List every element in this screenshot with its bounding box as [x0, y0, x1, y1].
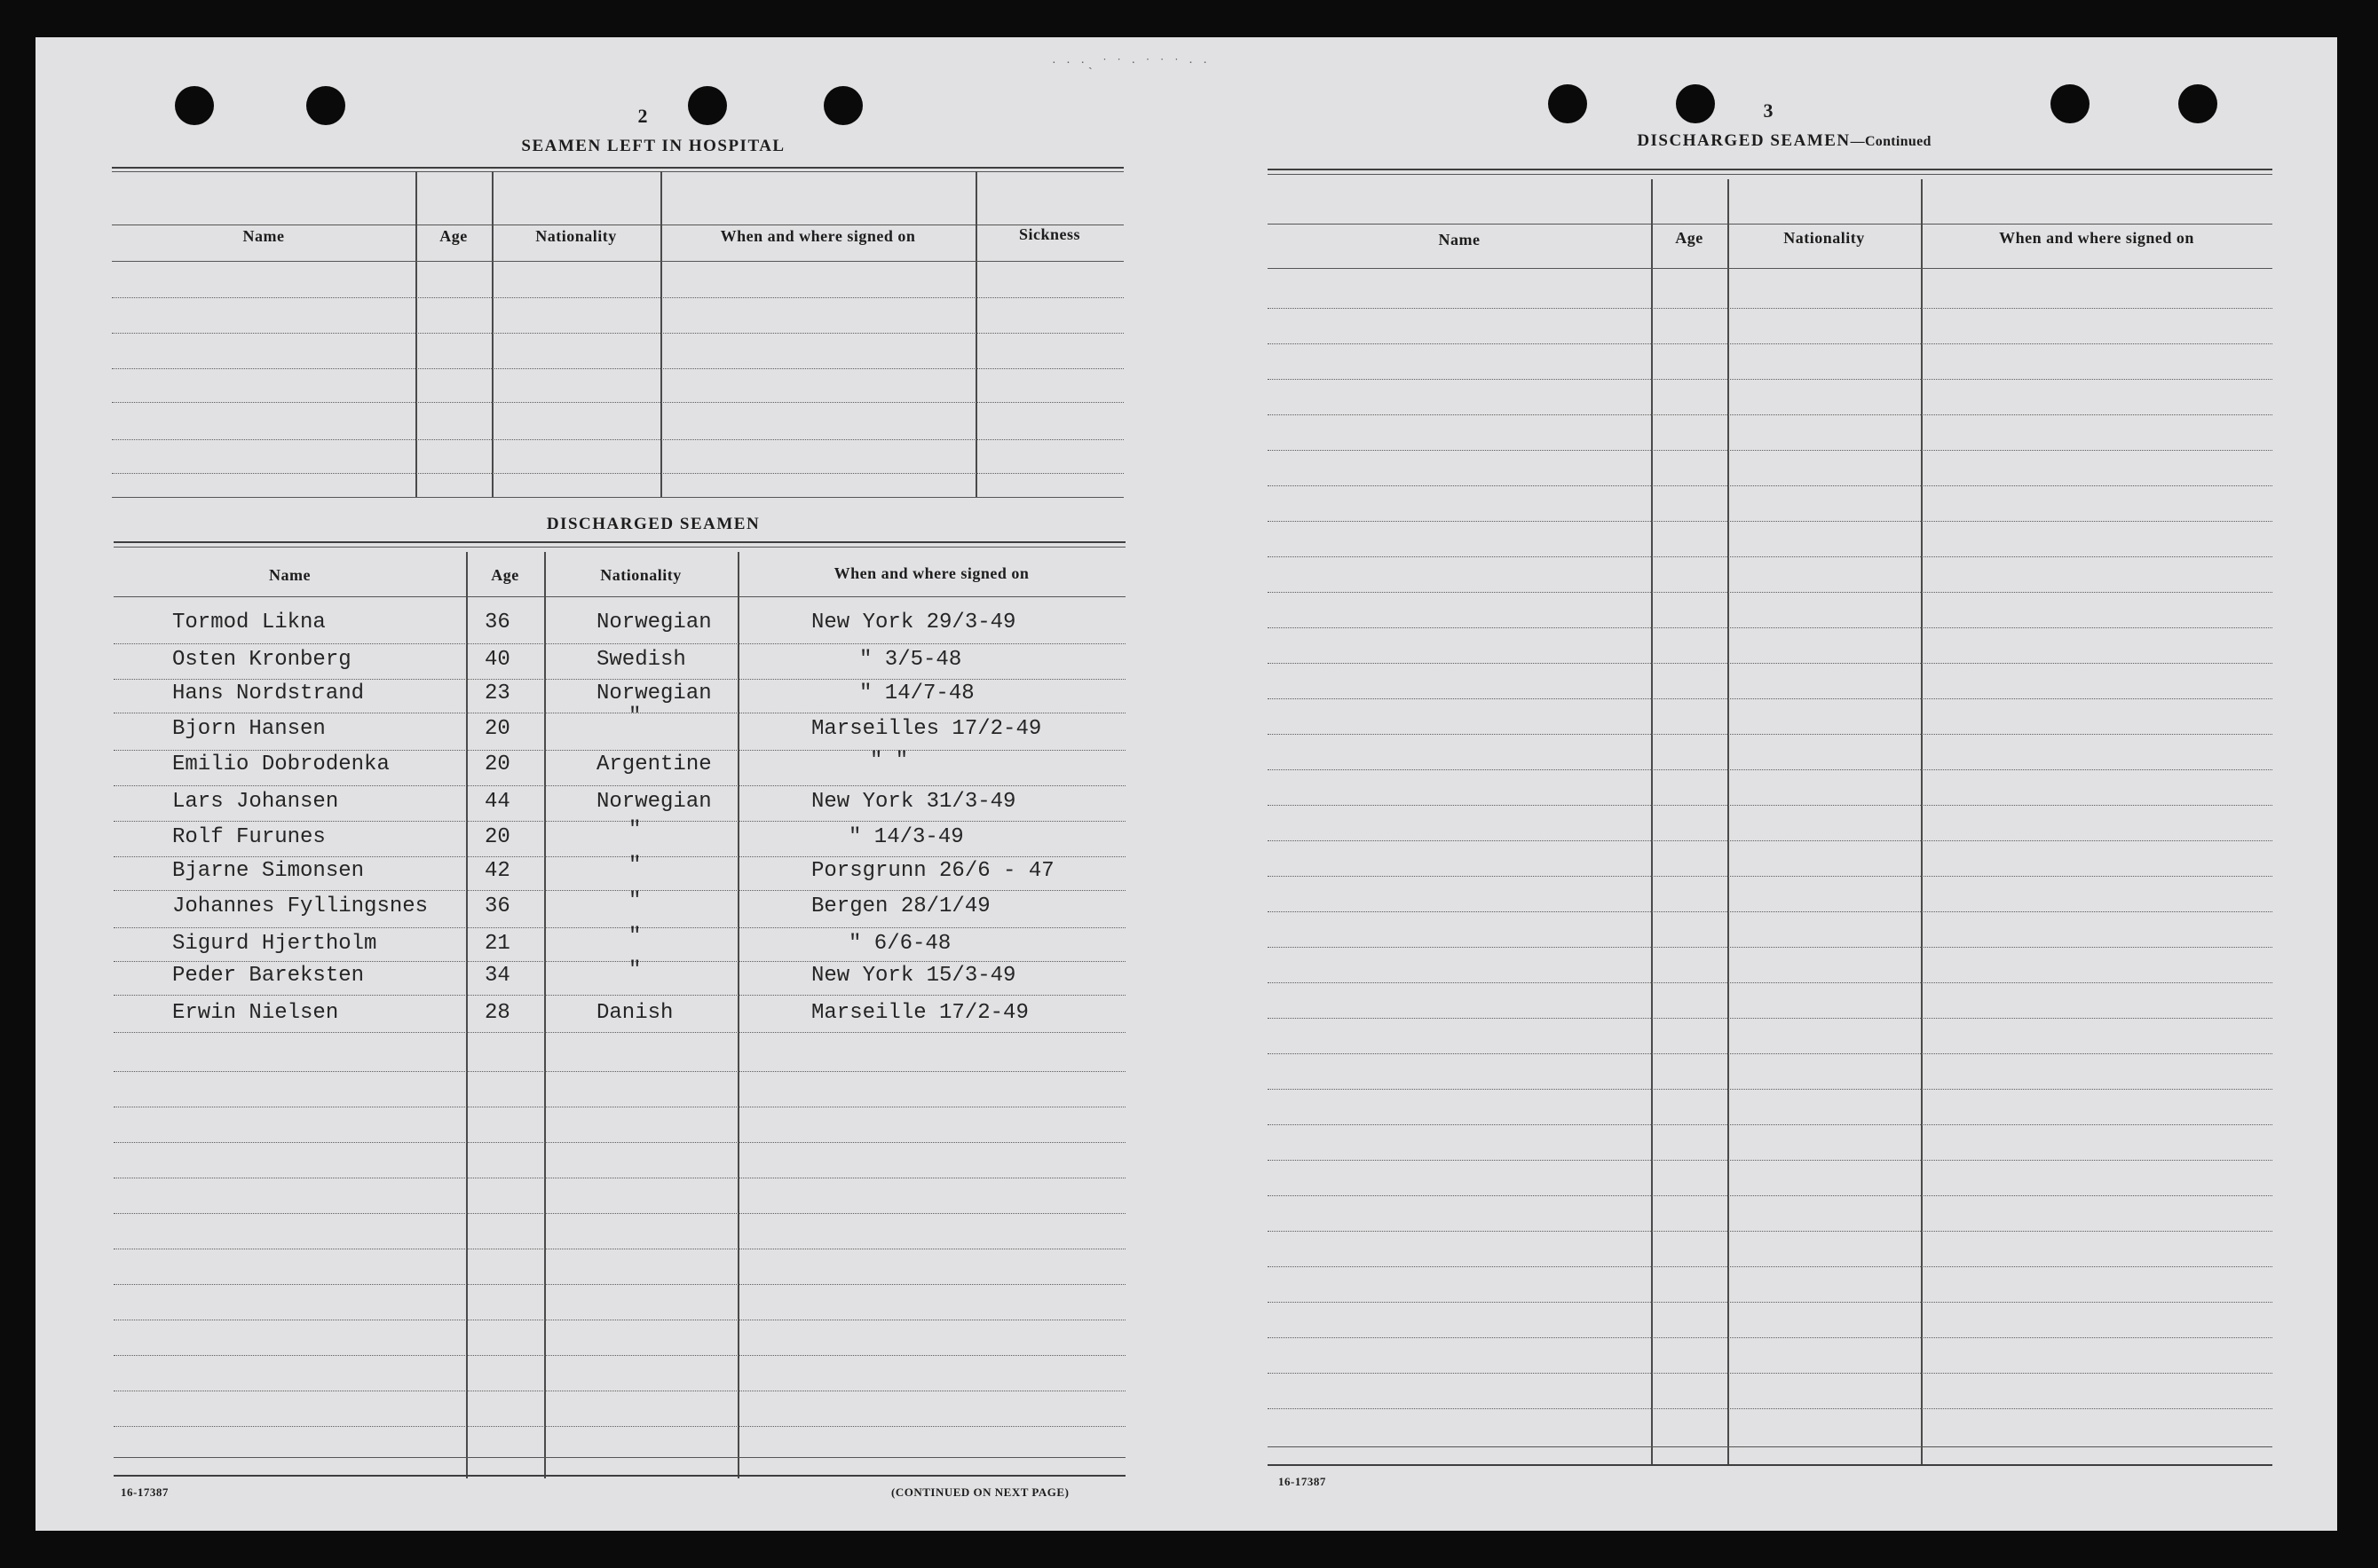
blank-row [1268, 1336, 2272, 1338]
crew-row [114, 925, 1126, 967]
seaman-name: Peder Bareksten [172, 964, 365, 988]
signed-on: " 14/3-49 [849, 825, 964, 849]
crew-list-sheet [36, 37, 2337, 1531]
blank-row [1268, 1017, 2272, 1019]
column-header-nationality: Nationality [600, 566, 682, 584]
seaman-nationality: Norwegian [596, 790, 712, 814]
seaman-age: 36 [485, 611, 510, 634]
blank-row [112, 367, 1124, 369]
page-number: 3 [1763, 99, 1774, 122]
blank-row [112, 401, 1124, 403]
signed-on: " 14/7-48 [859, 682, 975, 705]
signed-on: Bergen 28/1/49 [811, 894, 991, 918]
column-header-name: Name [1438, 231, 1481, 248]
crew-row [114, 682, 1126, 717]
blank-row [1268, 1194, 2272, 1196]
column-header-signed-on: When and where signed on [720, 227, 916, 245]
section-title-discharged: DISCHARGED SEAMEN [546, 515, 761, 533]
punch-hole [175, 86, 214, 125]
section-title-discharged-continued [1527, 131, 2042, 151]
crew-row [114, 1001, 1126, 1036]
blank-row [114, 1283, 1126, 1285]
column-header-age: Age [1675, 229, 1703, 247]
blank-row [1268, 555, 2272, 557]
punch-hole [306, 86, 345, 125]
seaman-nationality: Argentine [596, 752, 712, 776]
punch-hole [824, 86, 863, 125]
seaman-nationality: Norwegian [596, 682, 712, 705]
seaman-nationality: " [628, 925, 642, 949]
blank-row [114, 1319, 1126, 1320]
blank-row [114, 1106, 1126, 1107]
seaman-age: 21 [485, 932, 510, 956]
title-main: DISCHARGED SEAMEN [1637, 131, 1851, 150]
blank-row [1268, 449, 2272, 451]
blank-row [1268, 662, 2272, 664]
discharged-continued-table [1268, 169, 2272, 1503]
continued-note: (CONTINUED ON NEXT PAGE) [891, 1485, 1070, 1499]
blank-row [1268, 1159, 2272, 1161]
blank-row [114, 1212, 1126, 1214]
signed-on: New York 15/3-49 [811, 964, 1016, 988]
seaman-name: Erwin Nielsen [172, 1001, 339, 1025]
crew-row [114, 889, 1126, 930]
blank-row [1268, 768, 2272, 770]
crew-row [114, 818, 1126, 861]
punch-hole [2178, 84, 2217, 123]
blank-row [1268, 378, 2272, 380]
column-header-age: Age [439, 227, 468, 245]
blank-row [1268, 1301, 2272, 1303]
blank-row [114, 1425, 1126, 1427]
title-suffix: —Continued [1850, 134, 1932, 149]
punch-hole [1676, 84, 1715, 123]
blank-row [114, 1248, 1126, 1249]
blank-row [112, 332, 1124, 334]
crew-row [114, 611, 1126, 646]
seaman-name: Bjorn Hansen [172, 717, 326, 741]
column-header-age: Age [491, 566, 519, 584]
blank-row [112, 296, 1124, 298]
blank-row [1268, 946, 2272, 948]
seaman-nationality: " [628, 958, 642, 982]
punch-hole [688, 86, 727, 125]
blank-row [1268, 1052, 2272, 1054]
seaman-age: 28 [485, 1001, 510, 1025]
blank-row [1268, 1088, 2272, 1090]
column-header-signed-on: When and where signed on [1999, 229, 2194, 247]
signed-on: New York 29/3-49 [811, 611, 1016, 634]
crew-row [114, 648, 1126, 683]
crew-row [114, 854, 1126, 894]
blank-row [1268, 626, 2272, 628]
seaman-name: Lars Johansen [172, 790, 339, 814]
seaman-name: Osten Kronberg [172, 648, 352, 672]
column-header-signed-on: When and where signed on [833, 564, 1030, 582]
signed-on: " 6/6-48 [849, 932, 952, 956]
blank-row [1268, 910, 2272, 912]
blank-row [1268, 1230, 2272, 1232]
seaman-age: 40 [485, 648, 510, 672]
blank-row [1268, 733, 2272, 735]
seaman-name: Tormod Likna [172, 611, 326, 634]
page-number: 2 [637, 105, 648, 127]
signed-on: Porsgrunn 26/6 - 47 [811, 859, 1055, 883]
blank-row [1268, 1372, 2272, 1374]
blank-row [1268, 485, 2272, 486]
blank-row [112, 438, 1124, 440]
crew-row [114, 790, 1126, 825]
blank-row [1268, 1407, 2272, 1409]
seaman-name: Emilio Dobrodenka [172, 752, 390, 776]
seaman-nationality: " [628, 818, 642, 842]
blank-row [1268, 414, 2272, 415]
signed-on: " " [870, 749, 909, 773]
paper-specks: · · ·ˎ ˙ ˙ · ˙ ˙ ˙ · · [1052, 57, 1211, 70]
blank-row [114, 1141, 1126, 1143]
seaman-nationality: Danish [596, 1001, 674, 1025]
signed-on: Marseilles 17/2-49 [811, 717, 1042, 741]
column-header-name: Name [269, 566, 311, 584]
seaman-age: 34 [485, 964, 510, 988]
blank-row [1268, 591, 2272, 593]
crew-row [114, 705, 1126, 752]
blank-row [1268, 520, 2272, 522]
blank-row [114, 1070, 1126, 1072]
form-number: 16-17387 [1278, 1475, 1326, 1488]
seaman-name: Sigurd Hjertholm [172, 932, 377, 956]
blank-row [1268, 343, 2272, 344]
seaman-age: 23 [485, 682, 510, 705]
seaman-nationality: " [628, 705, 642, 729]
signed-on: " 3/5-48 [859, 648, 962, 672]
blank-row [114, 1177, 1126, 1178]
seaman-nationality: Swedish [596, 648, 686, 672]
seaman-name: Hans Nordstrand [172, 682, 365, 705]
signed-on: New York 31/3-49 [811, 790, 1016, 814]
blank-row [1268, 307, 2272, 309]
seaman-nationality: " [628, 889, 642, 913]
discharged-table [114, 541, 1126, 1514]
seaman-age: 20 [485, 717, 510, 741]
blank-row [1268, 697, 2272, 699]
blank-row [1268, 875, 2272, 877]
blank-row [112, 472, 1124, 474]
seaman-name: Johannes Fyllingsnes [172, 894, 429, 918]
column-header-nationality: Nationality [535, 227, 617, 245]
punch-hole [2050, 84, 2090, 123]
column-header-name: Name [242, 227, 285, 245]
seaman-nationality: Norwegian [596, 611, 712, 634]
section-title-hospital: SEAMEN LEFT IN HOSPITAL [521, 137, 786, 155]
signed-on: Marseille 17/2-49 [811, 1001, 1029, 1025]
blank-row [1268, 839, 2272, 841]
hospital-table [112, 167, 1124, 500]
blank-row [1268, 981, 2272, 983]
crew-row [114, 958, 1126, 999]
form-number: 16-17387 [121, 1485, 169, 1499]
blank-row [1268, 1265, 2272, 1267]
punch-hole [1548, 84, 1587, 123]
column-header-sickness: Sickness [1018, 225, 1081, 243]
seaman-age: 42 [485, 859, 510, 883]
seaman-age: 20 [485, 752, 510, 776]
seaman-age: 44 [485, 790, 510, 814]
crew-row [114, 749, 1126, 788]
column-header-nationality: Nationality [1783, 229, 1865, 247]
seaman-age: 20 [485, 825, 510, 849]
seaman-name: Bjarne Simonsen [172, 859, 365, 883]
blank-row [1268, 804, 2272, 806]
seaman-age: 36 [485, 894, 510, 918]
blank-row [114, 1354, 1126, 1356]
seaman-name: Rolf Furunes [172, 825, 326, 849]
seaman-nationality: " [628, 854, 642, 878]
blank-row [1268, 1123, 2272, 1125]
blank-row [114, 1390, 1126, 1391]
